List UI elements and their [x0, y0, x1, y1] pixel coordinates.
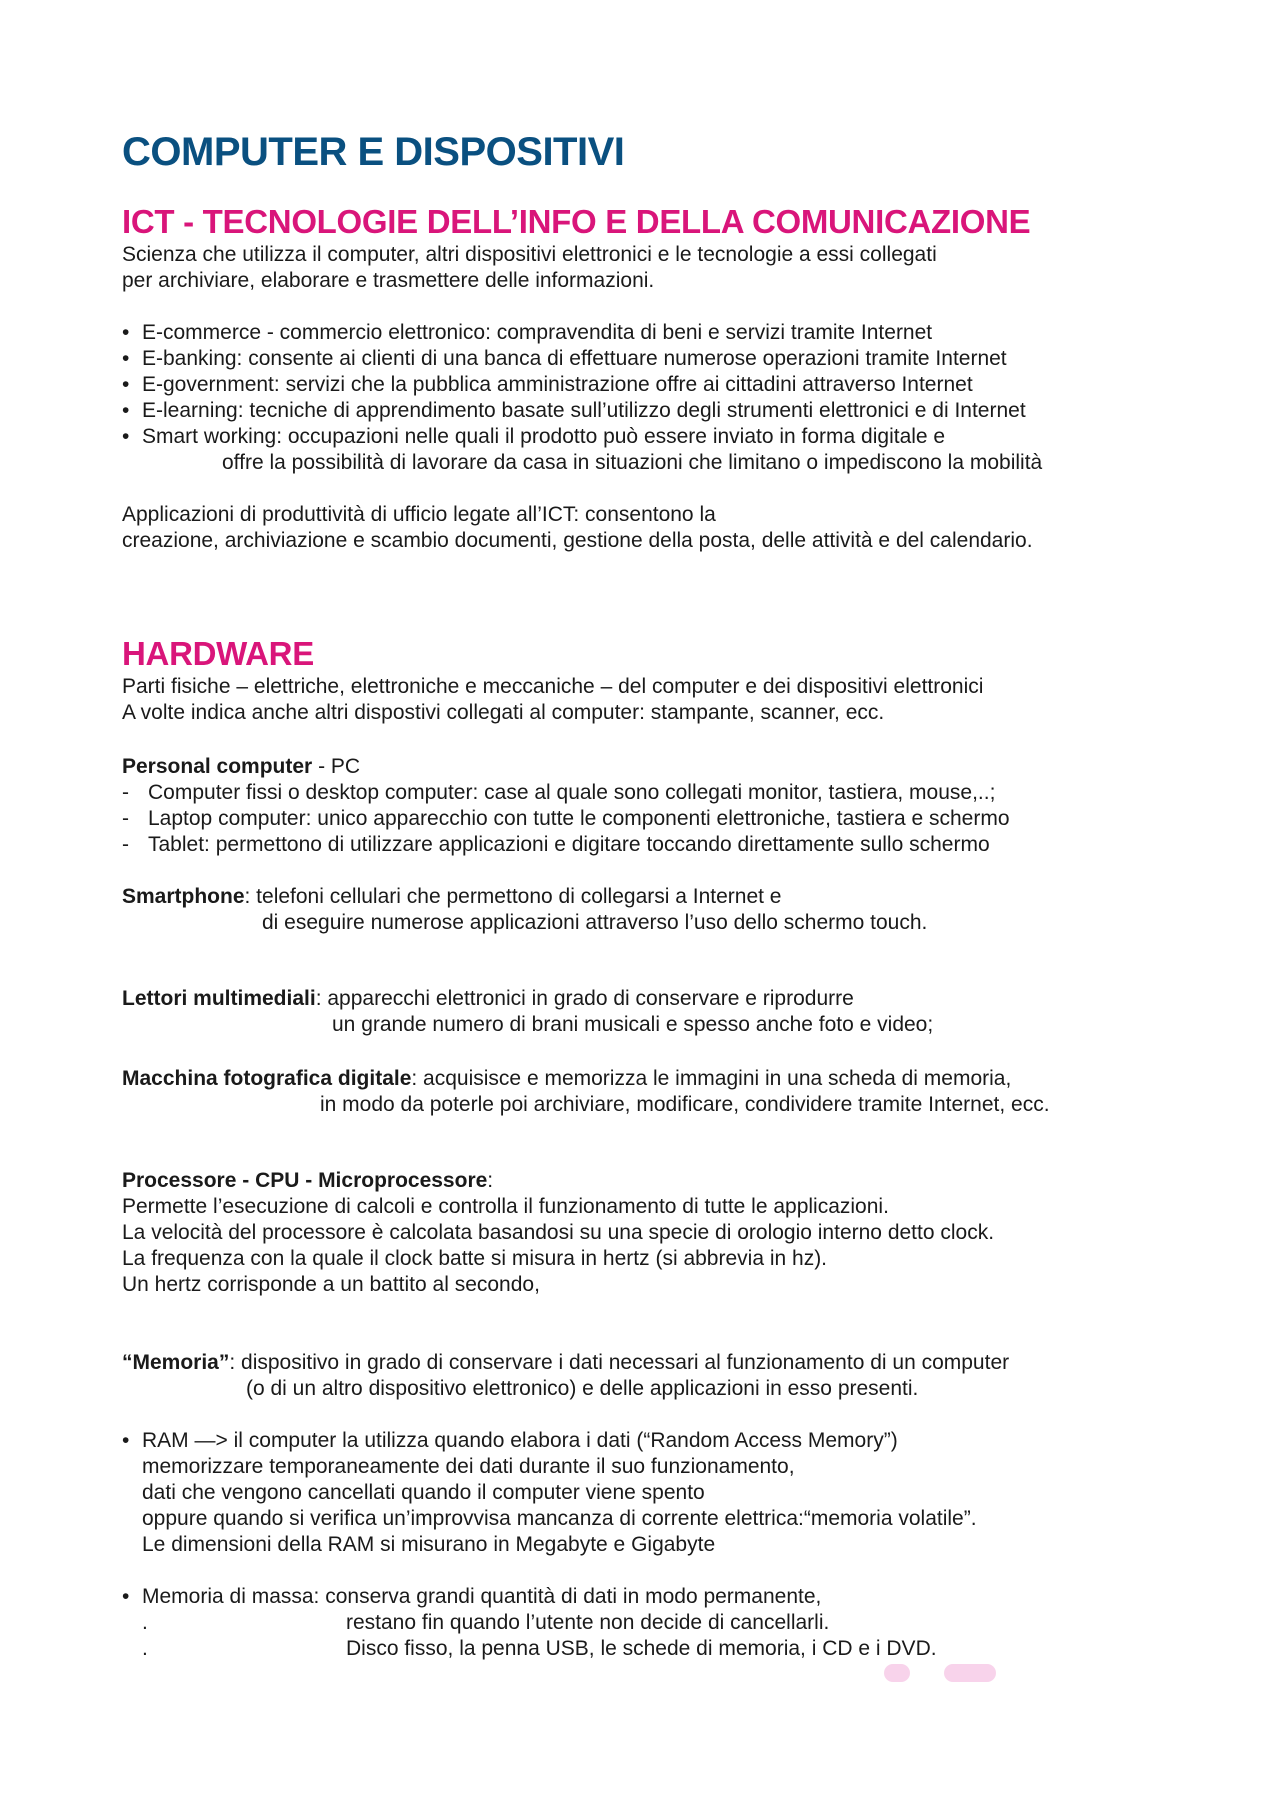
- ict-intro-line: Scienza che utilizza il computer, altri dispositivi elettronici e le tecnologie a essi collegati: [122, 243, 937, 266]
- ict-bullet-item: • Smart working: occupazioni nelle quali il prodotto può essere inviato in forma digitale e: [122, 425, 946, 448]
- massa-bullet-item: • Memoria di massa: conserva grandi quantità di dati in modo permanente,: [122, 1585, 822, 1608]
- processore-line: La velocità del processore è calcolata basandosi su una specie di orologio interno detto clock.: [122, 1221, 995, 1244]
- ram-line: oppure quando si verifica un’improvvisa mancanza di corrente elettrica:“memoria volatile”.: [142, 1507, 977, 1530]
- massa-line: restano fin quando l’utente non decide di cancellarli.: [346, 1611, 830, 1634]
- ram-line: dati che vengono cancellati quando il computer viene spento: [142, 1481, 705, 1504]
- bullet-icon: •: [122, 321, 130, 344]
- ict-bullet-item: • E-learning: tecniche di apprendimento basate sull’utilizzo degli strumenti elettronici e di Internet: [122, 399, 1026, 422]
- hardware-intro-line: A volte indica anche altri dispostivi collegati al computer: stampante, scanner, ecc.: [122, 701, 885, 724]
- bullet-icon: •: [122, 425, 130, 448]
- smartphone-line: Smartphone: telefoni cellulari che permettono di collegarsi a Internet e: [122, 885, 782, 908]
- ict-bullet-item: • E-banking: consente ai clienti di una banca di effettuare numerose operazioni tramite Internet: [122, 347, 1007, 370]
- hardware-intro-line: Parti fisiche – elettriche, elettroniche e meccaniche – del computer e dei dispositivi elettronici: [122, 675, 984, 698]
- hardware-heading: HARDWARE: [122, 635, 314, 672]
- bullet-icon: •: [122, 399, 130, 422]
- dash-icon: -: [122, 781, 129, 804]
- ict-heading: ICT - TECNOLOGIE DELL’INFO E DELLA COMUNICAZIONE: [122, 203, 1031, 240]
- ict-apps-line: Applicazioni di produttività di ufficio legate all’ICT: consentono la: [122, 503, 716, 526]
- macchina-continuation: in modo da poterle poi archiviare, modificare, condividere tramite Internet, ecc.: [320, 1093, 1050, 1116]
- processore-heading: Processore - CPU - Microprocessore:: [122, 1169, 494, 1192]
- bullet-icon: •: [122, 373, 130, 396]
- memoria-line: “Memoria”: dispositivo in grado di conservare i dati necessari al funzionamento di un computer: [122, 1351, 1010, 1374]
- lettori-line: Lettori multimediali: apparecchi elettronici in grado di conservare e riprodurre: [122, 987, 854, 1010]
- ict-intro-line: per archiviare, elaborare e trasmettere delle informazioni.: [122, 269, 655, 292]
- pc-item: - Computer fissi o desktop computer: case al quale sono collegati monitor, tastiera, mouse,..;: [122, 781, 996, 804]
- bullet-icon: •: [122, 1429, 130, 1452]
- massa-dot: .: [142, 1611, 148, 1634]
- page-title: COMPUTER E DISPOSITIVI: [122, 130, 625, 174]
- pc-heading: Personal computer - PC: [122, 755, 361, 778]
- ram-bullet-item: • RAM —> il computer la utilizza quando elabora i dati (“Random Access Memory”): [122, 1429, 898, 1452]
- ram-line: Le dimensioni della RAM si misurano in Megabyte e Gigabyte: [142, 1533, 716, 1556]
- ict-apps-line: creazione, archiviazione e scambio documenti, gestione della posta, delle attività e del calendario.: [122, 529, 1033, 552]
- processore-line: Permette l’esecuzione di calcoli e controlla il funzionamento di tutte le applicazioni.: [122, 1195, 889, 1218]
- highlighter-mark: [884, 1664, 910, 1682]
- processore-line: La frequenza con la quale il clock batte si misura in hertz (si abbrevia in hz).: [122, 1247, 828, 1270]
- ict-bullet-continuation: offre la possibilità di lavorare da casa in situazioni che limitano o impediscono la mobilità: [222, 451, 1043, 474]
- pc-item: - Laptop computer: unico apparecchio con tutte le componenti elettroniche, tastiera e schermo: [122, 807, 1010, 830]
- processore-line: Un hertz corrisponde a un battito al secondo,: [122, 1273, 540, 1296]
- highlighter-mark: [944, 1664, 996, 1682]
- pc-item: - Tablet: permettono di utilizzare applicazioni e digitare toccando direttamente sullo schermo: [122, 833, 990, 856]
- memoria-continuation: (o di un altro dispositivo elettronico) e delle applicazioni in esso presenti.: [246, 1377, 919, 1400]
- bullet-icon: •: [122, 347, 130, 370]
- smartphone-continuation: di eseguire numerose applicazioni attraverso l’uso dello schermo touch.: [262, 911, 928, 934]
- massa-line: Disco fisso, la penna USB, le schede di memoria, i CD e i DVD.: [346, 1637, 937, 1660]
- massa-dot: .: [142, 1637, 148, 1660]
- ict-bullet-item: • E-commerce - commercio elettronico: compravendita di beni e servizi tramite Internet: [122, 321, 933, 344]
- dash-icon: -: [122, 807, 129, 830]
- macchina-line: Macchina fotografica digitale: acquisisce e memorizza le immagini in una scheda di memoria,: [122, 1067, 1012, 1090]
- lettori-continuation: un grande numero di brani musicali e spesso anche foto e video;: [332, 1013, 934, 1036]
- dash-icon: -: [122, 833, 129, 856]
- ict-bullet-item: • E-government: servizi che la pubblica amministrazione offre ai cittadini attraverso Internet: [122, 373, 973, 396]
- bullet-icon: •: [122, 1585, 130, 1608]
- ram-line: memorizzare temporaneamente dei dati durante il suo funzionamento,: [142, 1455, 795, 1478]
